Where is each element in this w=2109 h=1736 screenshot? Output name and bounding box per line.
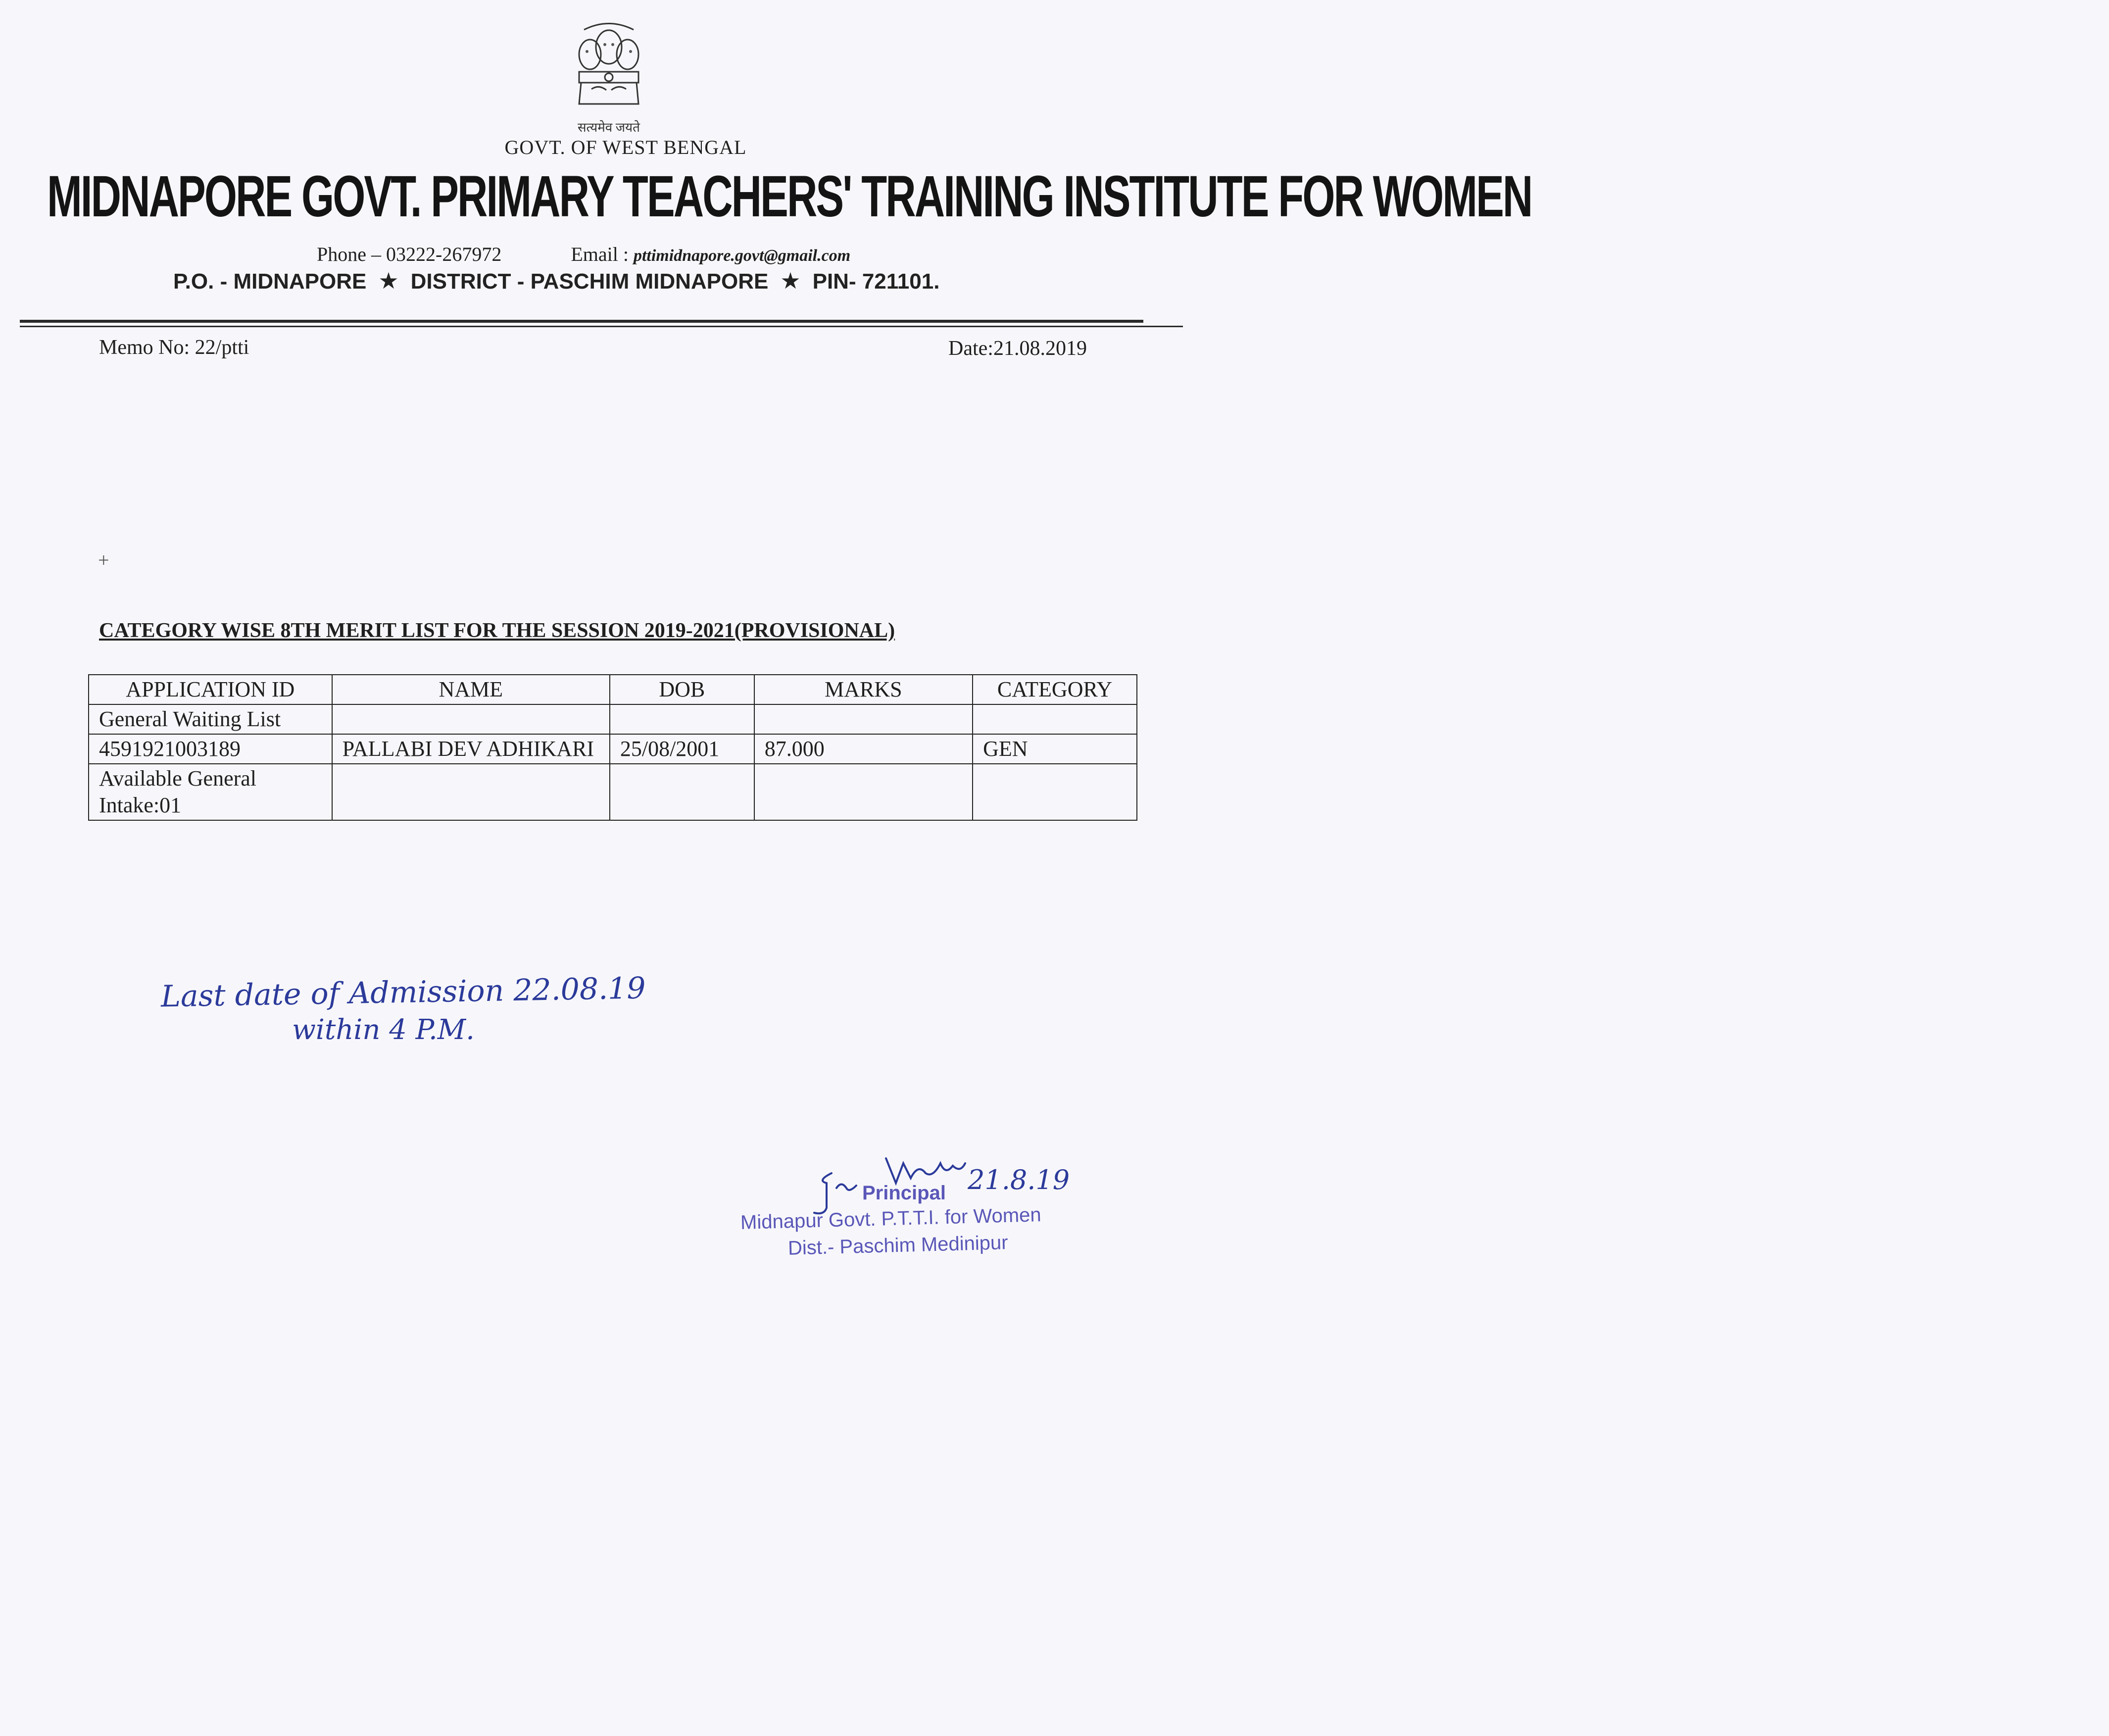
intake-label: Available General Intake:01 [89,764,332,820]
email-link[interactable]: pttimidnapore.govt@gmail.com [633,247,851,265]
signature-date: 21.8.19 [968,1164,1070,1195]
email-label: Email : [571,243,629,265]
address-pin: PIN- 721101. [812,269,940,294]
column-header: APPLICATION ID [89,675,332,704]
column-header: DOB [610,675,754,704]
emblem-motto: सत्यमेव जयते [578,120,640,135]
address-po: P.O. - MIDNAPORE [173,269,367,294]
address-line [173,267,939,294]
table-cell [332,764,610,820]
stamp-institute: Midnapur Govt. P.T.T.I. for Women [740,1204,1042,1234]
table-cell [973,704,1137,734]
margin-mark: + [98,549,109,571]
stamp-district: Dist.- Paschim Medinipur [787,1232,1009,1259]
category-cell: GEN [973,734,1137,764]
table-cell [754,704,973,734]
table-row [89,764,1137,820]
institute-name-text: MIDNAPORE GOVT. PRIMARY TEACHERS' TRAINING INSTITUTE FOR WOMEN [47,164,1532,229]
state-emblem [564,20,653,124]
marks-cell: 87.000 [754,734,973,764]
star-icon: ★ [378,268,399,294]
header-divider [20,320,1143,323]
star-icon: ★ [780,268,801,294]
phone-text: Phone – 03222-267972 [317,243,502,265]
table-cell [973,764,1137,820]
table-row [89,704,1137,734]
dob-cell: 25/08/2001 [610,734,754,764]
table-header-row [89,675,1137,704]
column-header: CATEGORY [973,675,1137,704]
name-cell: PALLABI DEV ADHIKARI [332,734,610,764]
merit-list-heading: CATEGORY WISE 8TH MERIT LIST FOR THE SESSION 2019-2021(PROVISIONAL) [99,619,895,642]
institute-name [47,159,1532,234]
memo-date: Date:21.08.2019 [948,337,1087,360]
section-label: General Waiting List [89,704,332,734]
stamp-title: Principal [862,1182,946,1204]
column-header: MARKS [754,675,973,704]
contact-line [317,243,850,266]
table-cell [332,704,610,734]
column-header: NAME [332,675,610,704]
table-cell [610,704,754,734]
handwritten-time-note: within 4 P.M. [292,1014,475,1046]
handwritten-admission-note: Last date of Admission 22.08.19 [160,971,646,1014]
merit-list-table [88,674,1137,821]
table-cell [754,764,973,820]
memo-number: Memo No: 22/ptti [99,336,249,359]
table-cell [610,764,754,820]
application-id-cell: 4591921003189 [89,734,332,764]
header-divider-thin [20,326,1183,327]
government-line: GOVT. OF WEST BENGAL [504,136,747,158]
table-row [89,734,1137,764]
address-district: DISTRICT - PASCHIM MIDNAPORE [410,269,769,294]
